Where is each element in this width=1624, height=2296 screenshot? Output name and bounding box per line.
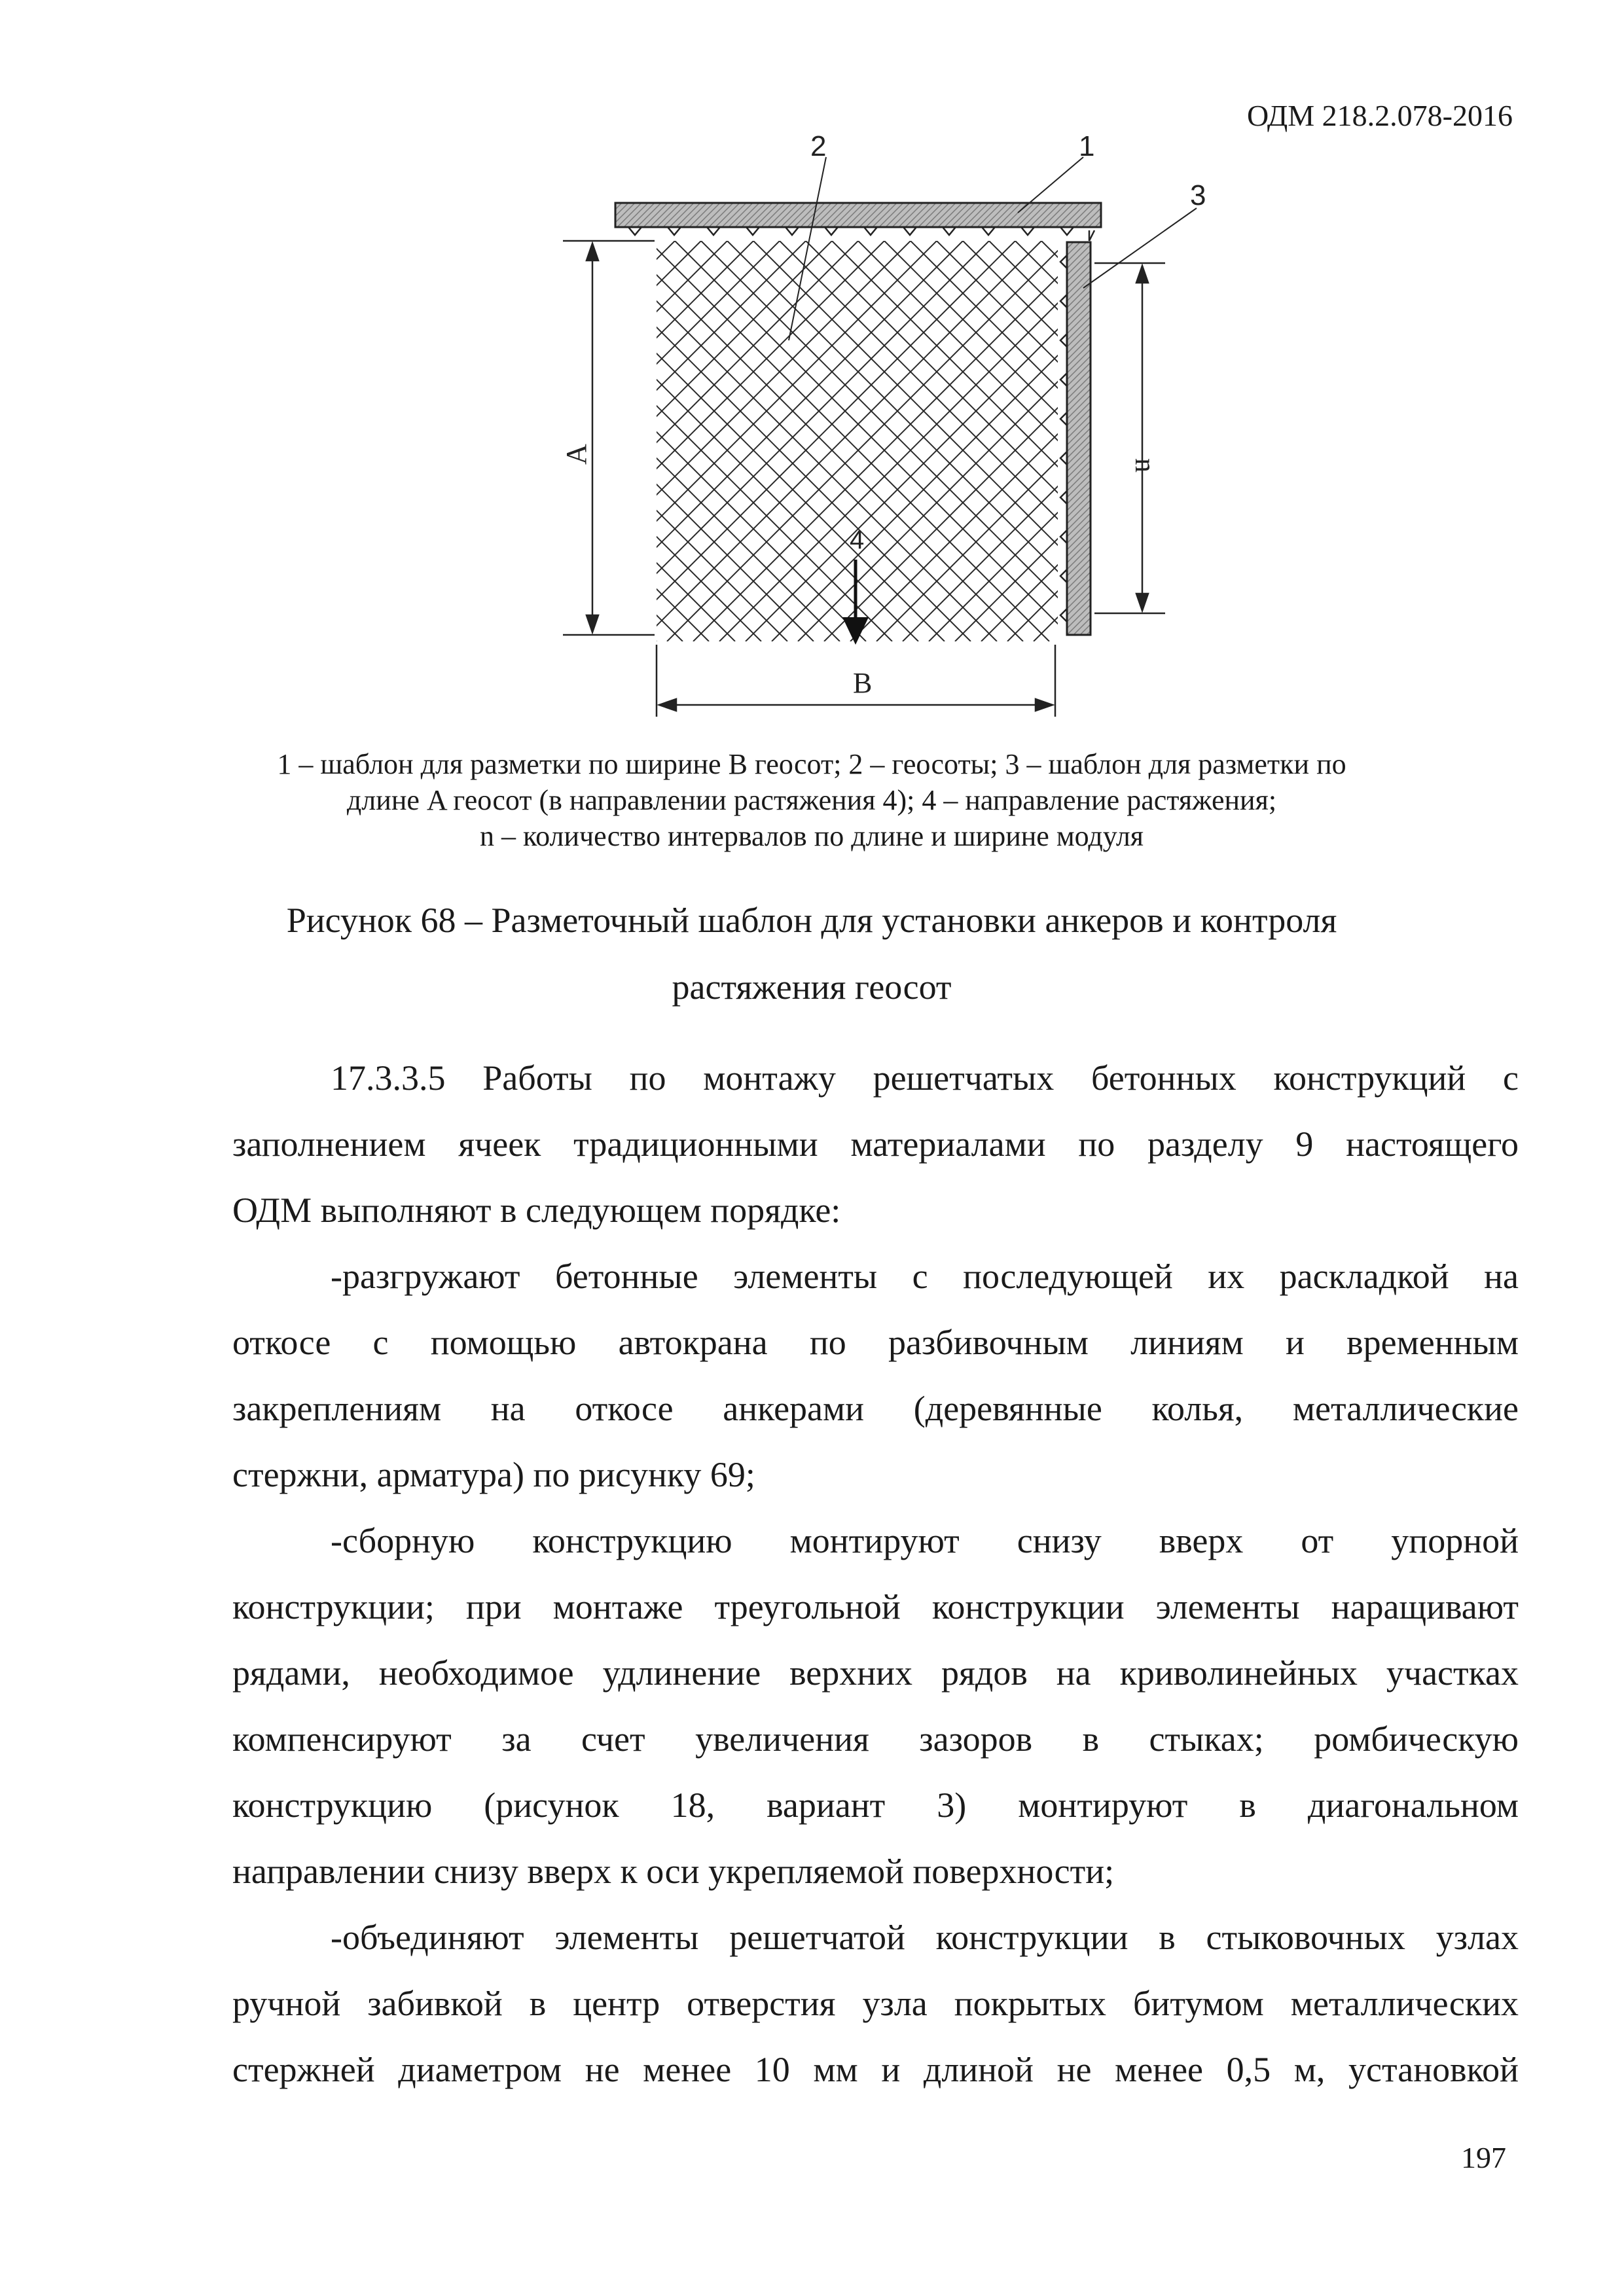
text-line: -объединяют элементы решетчатой конструкции в стыковочных узлах [331, 1918, 1519, 1957]
length-template-strip [1060, 230, 1094, 635]
mesh-line [1356, 241, 1624, 641]
text-line: заполнением ячеек традиционными материалами по разделу 9 настоящего [232, 1124, 1519, 1164]
mesh-line [1172, 241, 1573, 641]
text-line: откосе с помощью автокрана по разбивочным линиям и временным [232, 1323, 1519, 1362]
text-line: закреплениям на откосе анкерами (деревянные колья, металлические [232, 1389, 1519, 1428]
mesh-line [248, 241, 649, 641]
mesh-line [0, 241, 361, 641]
mesh-line [1251, 241, 1624, 641]
text-line: компенсируют за счет увеличения зазоров в стыках; ромбическую [232, 1719, 1519, 1759]
mesh-line [1034, 241, 1434, 641]
dimension-a-label: A [560, 444, 592, 465]
legend-line: n – количество интервалов по длине и ширине модуля [479, 820, 1144, 852]
mesh-line [1303, 241, 1624, 641]
mesh-line [1225, 241, 1624, 641]
mesh-line [1382, 241, 1624, 641]
mesh-line [1199, 241, 1599, 641]
mesh-line [1094, 241, 1494, 641]
figure-legend [196, 746, 1427, 854]
mesh-line [274, 241, 675, 641]
mesh-line [1408, 241, 1624, 641]
text-line: рядами, необходимое удлинение верхних рядов на криволинейных участках [232, 1653, 1519, 1693]
mesh-line [1434, 241, 1624, 641]
geocell-mesh [0, 241, 1624, 641]
text-line: конструкции; при монтаже треугольной конструкции элементы наращивают [232, 1587, 1519, 1626]
mesh-line [300, 241, 701, 641]
text-line: -разгружают бетонные элементы с последующей их раскладкой на [331, 1257, 1519, 1296]
dimension-n-label: n [1129, 458, 1161, 473]
text-line: направлении снизу вверх к оси укрепляемой поверхности; [232, 1852, 1115, 1891]
mesh-line [1146, 241, 1547, 641]
mesh-line [65, 241, 465, 641]
legend-line: длине A геосот (в направлении растяжения 4); 4 – направление растяжения; [346, 784, 1277, 816]
mesh-line [0, 241, 256, 641]
dimension-b-label: B [853, 667, 873, 699]
figure-68-diagram [0, 0, 1624, 733]
text-line: конструкцию (рисунок 18, вариант 3) монтируют в диагональном [232, 1785, 1519, 1825]
figure-caption [196, 887, 1427, 1020]
mesh-line [0, 241, 334, 641]
page-number: 197 [1461, 2141, 1506, 2174]
mesh-line [0, 241, 308, 641]
mesh-line [222, 241, 623, 641]
text-line: 17.3.3.5 Работы по монтажу решетчатых бетонных конструкций с [331, 1058, 1519, 1098]
caption-line: растяжения геосот [672, 967, 952, 1007]
dimension-n [1094, 263, 1165, 613]
text-line: ручной забивкой в центр отверстия узла покрытых битумом металлических [232, 1984, 1519, 2023]
text-line: стержней диаметром не менее 10 мм и длиной не менее 0,5 м, установкой [232, 2050, 1519, 2089]
mesh-line [117, 241, 518, 641]
callout-3: 3 [1190, 179, 1206, 211]
mesh-line [1277, 241, 1624, 641]
mesh-line [0, 241, 387, 641]
mesh-line [196, 241, 596, 641]
mesh-line [1041, 241, 1442, 641]
mesh-line [0, 241, 282, 641]
mesh-line [1068, 241, 1468, 641]
mesh-line [170, 241, 570, 641]
callout-2: 2 [810, 130, 827, 162]
mesh-line [143, 241, 544, 641]
text-line: стержни, арматура) по рисунку 69; [232, 1455, 755, 1494]
mesh-line [282, 241, 683, 641]
mesh-line [91, 241, 492, 641]
callout-4: 4 [850, 526, 865, 554]
legend-line: 1 – шаблон для разметки по ширине B геосот; 2 – геосоты; 3 – шаблон для разметки по [277, 748, 1346, 780]
text-line: ОДМ выполняют в следующем порядке: [232, 1191, 841, 1230]
document-code: ОДМ 218.2.078-2016 [1246, 99, 1513, 132]
caption-line: Рисунок 68 – Разметочный шаблон для установки анкеров и контроля [286, 901, 1337, 940]
mesh-line [1120, 241, 1521, 641]
mesh-line [12, 241, 413, 641]
body-text [232, 1045, 1519, 2103]
mesh-line [308, 241, 709, 641]
width-template-strip [615, 203, 1101, 235]
text-line: -сборную конструкцию монтируют снизу вверх от упорной [331, 1521, 1519, 1560]
mesh-line [39, 241, 439, 641]
mesh-line [1329, 241, 1624, 641]
dimension-a [563, 241, 655, 635]
mesh-line [256, 241, 657, 641]
callout-1: 1 [1079, 130, 1095, 162]
